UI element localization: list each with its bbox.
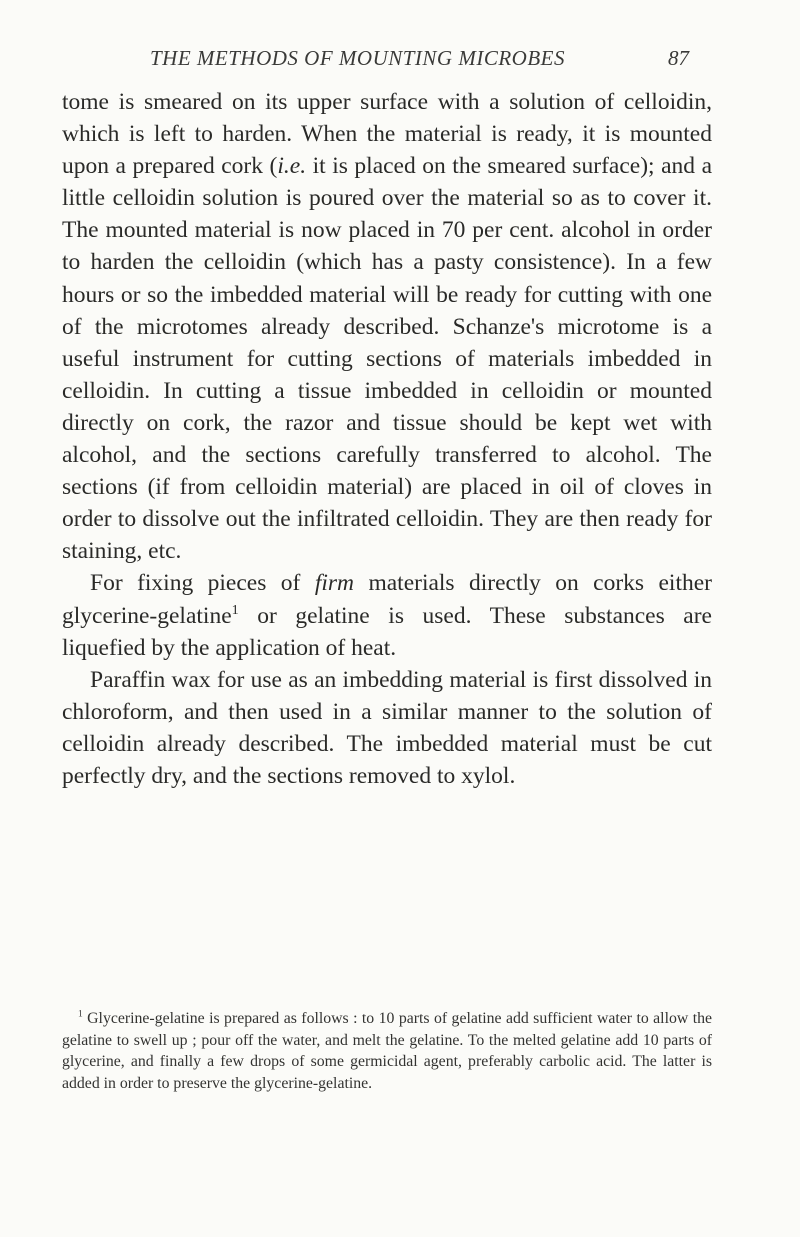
running-title: THE METHODS OF MOUNTING MICROBES	[150, 46, 565, 70]
paragraph-celloidin-text-b: it is placed on the smeared surface); and a little celloidin solution is poured over the material so as to cover it. The mounted material is now placed in 70 per cent. alcohol in order to harden the celloidin (which has a pasty consistence). In a few hours or so the imbedded material will be ready for cutting with one of the microtomes already described. Schanze's microtome is a useful instrument for cutting sections of materials imbedded in celloidin. In cutting a tissue imbedded in celloidin or mounted directly on cork, the razor and tissue should be kept wet with alcohol, and the sections carefully transferred to alcohol. The sections (if from celloidin material) are placed in oil of cloves in order to dissolve out the infiltrated celloidin. They are then ready for staining, etc.	[62, 153, 712, 565]
paragraph-fixing-text-c: or gelatine is used. These substances are liquefied by the application of heat.	[62, 602, 712, 661]
footnote-text: Glycerine-gelatine is prepared as follows : to 10 parts of gelatine add sufficient water to allow the gelatine to swell up ; pour off the water, and melt the gelatine. To the melted gelatine add 10 parts of glycerine, and finally a few drops of some germicidal agent, preferably carbolic acid. The latter is added in order to preserve the glycerine-gelatine.	[62, 1010, 712, 1092]
paragraph-fixing-text-b: materials directly on corks either glycerine-gelatine	[62, 570, 712, 629]
body-text	[62, 86, 712, 792]
page-number: 87	[668, 46, 689, 70]
ie-abbreviation: i.e.	[277, 153, 307, 180]
paragraph-fixing	[62, 567, 712, 663]
firm-emphasis: firm	[314, 570, 355, 597]
paragraph-paraffin: Paraffin wax for use as an imbedding material is first dissolved in chloroform, and then used in a similar manner to the solution of celloidin already described. The imbedded material must be cut perfectly dry, and the sections removed to xylol.	[62, 666, 712, 789]
footnote-1	[62, 1008, 712, 1094]
paragraph-celloidin	[62, 86, 712, 567]
paragraph-celloidin-text-a: tome is smeared on its upper surface with a solution of celloidin, which is left to harden. When the material is ready, it is mounted upon a prepared cork (	[62, 89, 712, 180]
paragraph-fixing-text-a: For fixing pieces of	[90, 570, 315, 597]
footnote-marker: 1	[78, 1009, 83, 1020]
footnotes	[62, 1008, 712, 1094]
footnote-reference[interactable]: 1	[231, 601, 239, 618]
